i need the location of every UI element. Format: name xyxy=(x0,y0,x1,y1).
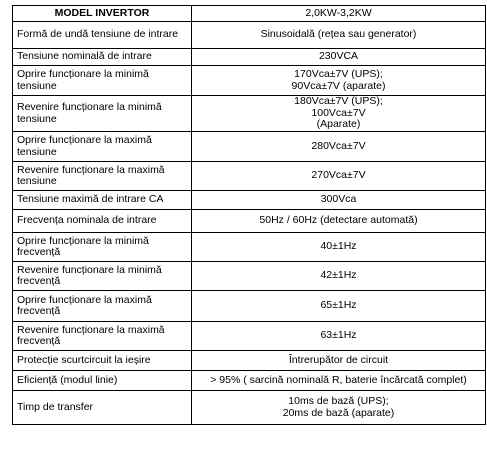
value-line: 42±1Hz xyxy=(320,269,357,282)
row-value-cell xyxy=(192,162,486,191)
row-value-cell xyxy=(192,66,486,96)
table-body xyxy=(13,22,486,425)
table-header-row xyxy=(13,6,486,22)
value-line: 300Vca xyxy=(320,193,357,206)
row-label-cell: Oprire funcționare la minimă frecvență xyxy=(13,233,192,262)
table-row xyxy=(13,191,486,210)
row-label-cell: Revenire funcționare la minimă tensiune xyxy=(13,96,192,132)
table-row xyxy=(13,22,486,49)
value-line: 90Vca±7V (aparate) xyxy=(291,79,386,92)
row-label-cell: Revenire funcționare la minimă frecvență xyxy=(13,262,192,291)
row-label-cell: Formă de undă tensiune de intrare xyxy=(13,22,192,49)
value-line: 230VCA xyxy=(318,50,359,63)
value-line: > 95% ( sarcină nominală R, baterie încărcată complet) xyxy=(210,373,467,386)
row-value-cell xyxy=(192,233,486,262)
row-value-cell xyxy=(192,191,486,210)
row-value-cell xyxy=(192,391,486,425)
value-line: 100Vca±7V xyxy=(311,106,366,119)
table-row xyxy=(13,291,486,322)
row-label-cell: Revenire funcționare la maximă frecvență xyxy=(13,322,192,351)
specifications-table xyxy=(12,5,486,425)
table-row xyxy=(13,162,486,191)
table-row xyxy=(13,322,486,351)
row-label-cell: Frecvența nominala de intrare xyxy=(13,210,192,233)
value-line: 50Hz / 60Hz (detectare automată) xyxy=(259,214,418,227)
table-row xyxy=(13,351,486,371)
row-label-cell: Eficiență (modul linie) xyxy=(13,371,192,391)
table-row xyxy=(13,262,486,291)
row-label-cell: Timp de transfer xyxy=(13,391,192,425)
row-value-cell xyxy=(192,262,486,291)
value-line: 170Vca±7V (UPS); xyxy=(294,68,383,80)
row-value-cell xyxy=(192,49,486,66)
row-value-cell xyxy=(192,322,486,351)
row-label-cell: Oprire funcționare la minimă tensiune xyxy=(13,66,192,96)
row-label-cell: Revenire funcționare la maximă tensiune xyxy=(13,162,192,191)
table-row xyxy=(13,66,486,96)
value-line: 20ms de bază (aparate) xyxy=(282,406,395,419)
row-value-cell xyxy=(192,351,486,371)
table-row xyxy=(13,132,486,162)
row-value-cell xyxy=(192,371,486,391)
row-label-cell: Oprire funcționare la maximă tensiune xyxy=(13,132,192,162)
header-label-cell: MODEL INVERTOR xyxy=(13,6,192,22)
value-line: 180Vca±7V (UPS); xyxy=(294,95,383,108)
table-row xyxy=(13,371,486,391)
value-line: 63±1Hz xyxy=(320,329,357,342)
header-value-cell: 2,0KW-3,2KW xyxy=(192,6,486,22)
row-value-cell xyxy=(192,96,486,132)
table-row xyxy=(13,96,486,132)
value-line: 65±1Hz xyxy=(320,299,357,312)
value-line: 280Vca±7V xyxy=(311,139,366,152)
value-line: Sinusoidală (rețea sau generator) xyxy=(260,28,417,41)
row-value-cell xyxy=(192,291,486,322)
row-value-cell xyxy=(192,22,486,49)
row-value-cell xyxy=(192,210,486,233)
table-row xyxy=(13,391,486,425)
value-line: Întrerupător de circuit xyxy=(288,353,389,366)
row-label-cell: Oprire funcționare la maximă frecvență xyxy=(13,291,192,322)
row-label-cell: Protecție scurtcircuit la ieșire xyxy=(13,351,192,371)
row-label-cell: Tensiune maximă de intrare CA xyxy=(13,191,192,210)
row-label-cell: Tensiune nominală de intrare xyxy=(13,49,192,66)
value-line: 10ms de bază (UPS); xyxy=(288,395,389,407)
value-line: 270Vca±7V xyxy=(311,169,366,182)
row-value-cell xyxy=(192,132,486,162)
table-row xyxy=(13,210,486,233)
table-row xyxy=(13,49,486,66)
value-line: 40±1Hz xyxy=(320,240,357,253)
table-row xyxy=(13,233,486,262)
value-line: (Aparate) xyxy=(316,118,361,131)
